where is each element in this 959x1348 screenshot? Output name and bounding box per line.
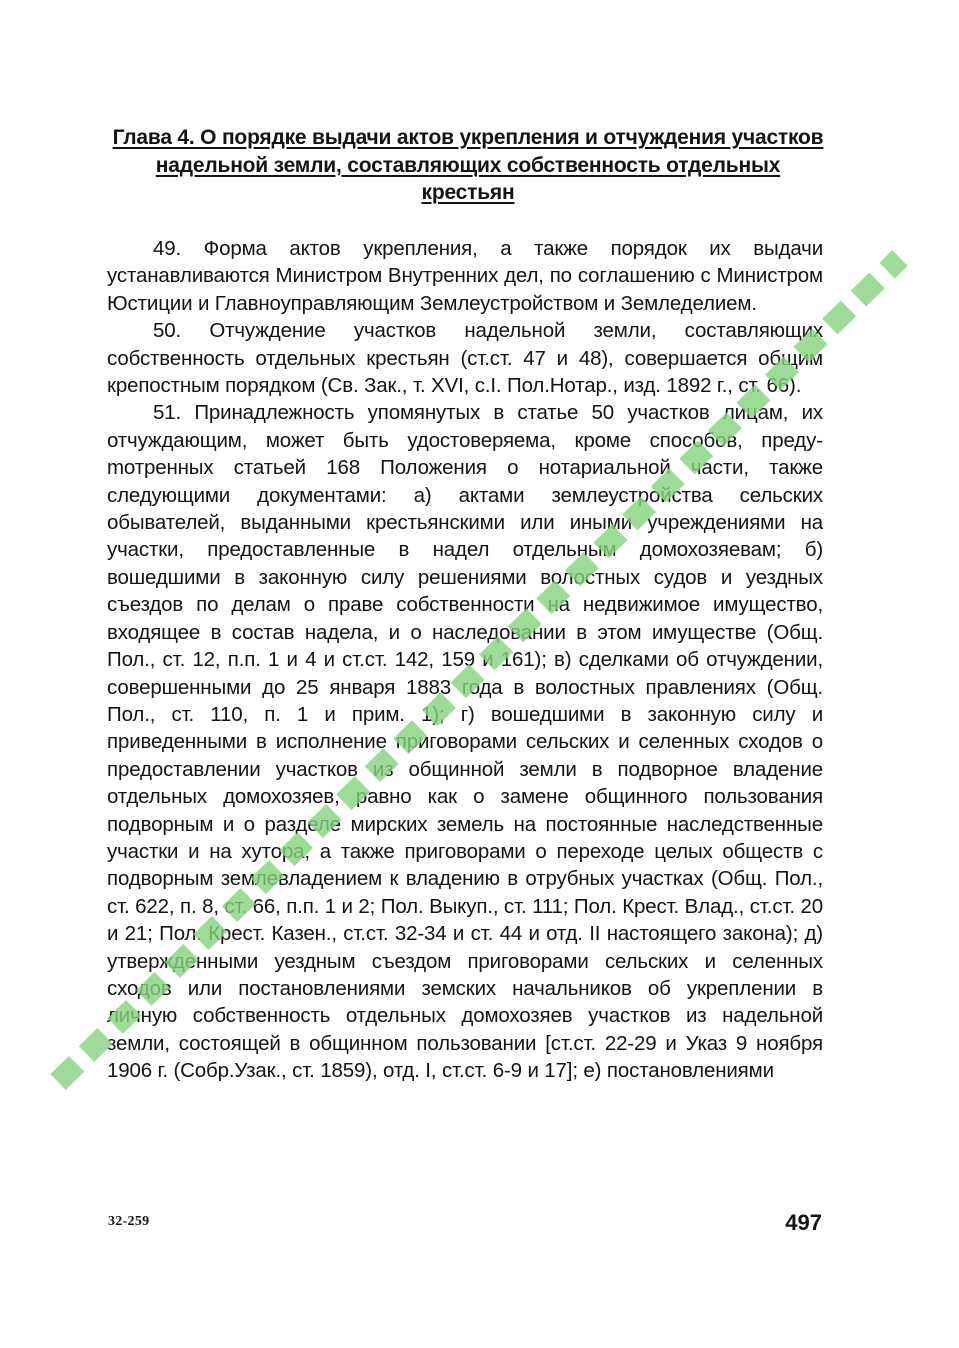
printer-signature: 32-259: [108, 1214, 150, 1229]
paragraph-51: 51. Принадлежность упомянутых в статье 50 участков лицам, их отчуждающим, может быть удостоверяема, кроме способов, предуmотренных статьей 168 Положения о нотариальной части, также следующими документами: а) актами землеустройства сельских обывателей, выданными крестьянскими или иными учреждениями на участки, предоставленные в надел отдельным домохозяевам; б) вошедшими в законную силу решениями волостных судов и уездных съездов по делам о праве собственности на недвижимое имущество, входящее в состав надела, и о наследовании в этом имуществе (Общ. Пол., ст. 12, п.п. 1 и 4 и ст.ст. 142, 159 и 161); в) сделками об отчуждении, совершенными до 25 января 1883 года в волостных правлениях (Общ. Пол., ст. 110, п. 1 и прим. 1); г) вошедшими в законную силу и приведенными в исполнение приговорами сельских и селенных сходов о предоставлении участков из общинной земли в подворное владение отдельных домохозяев, равно как о замене общинного пользования подворным и о разделе мирских земель на постоянные наследственные участки и на хутора, а также приговорами о переходе целых обществ с подворным землевладением к владению в отрубных участках (Общ. Пол., ст. 622, п. 8, ст. 66, п.п. 1 и 2; Пол. Выкуп., ст. 111; Пол. Крест. Влад., ст.ст. 20 и 21; Пол. Крест. Казен., ст.ст. 32-34 и ст. 44 и отд. II настоящего закона); д) утвержденными уездным съездом приговорами сельских и селенных сходов или постановлениями земских начальников об укреплении в личную собственность отдельных домохозяев участков из надельной земли, состоящей в общинном пользовании [ст.ст. 22-29 и Указ 9 ноября 1906 г. (Собр.Узак., ст. 1859), отд. I, ст.ст. 6-9 и 17]; е) постановлениями: [107, 401, 823, 1083]
chapter-title: Глава 4. О порядке выдачи актов укрепления и отчуждения участков надельной земли, составляющих собственность отдельных крестьян: [112, 126, 824, 204]
page-number: 497: [785, 1210, 822, 1235]
body-text: [107, 235, 823, 1085]
paragraph-50: 50. Отчуждение участков надельной земли, составляющих собственность отдельных крестьян (ст.ст. 47 и 48), совершается общим крепостным порядком (Св. Зак., т. XVI, с.I. Пол.Нотар., изд. 1892 г., ст. 66).: [107, 319, 823, 398]
paragraph-49: 49. Форма актов укрепления, а также порядок их выдачи устанавливаются Министром Внутренних дел, по соглашению с Министром Юстиции и Главноуправляющим Землеустройством и Земледелием.: [107, 237, 823, 315]
